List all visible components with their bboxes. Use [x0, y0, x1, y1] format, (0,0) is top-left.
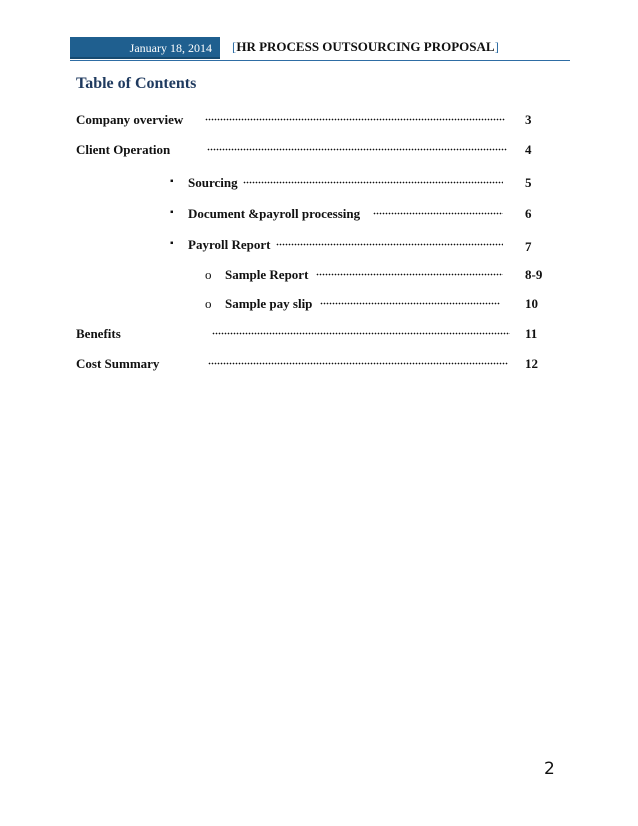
- toc-heading: Table of Contents: [76, 75, 197, 92]
- toc-entry-label: Sample pay slip: [225, 296, 313, 311]
- toc-entry-benefits[interactable]: [0, 326, 638, 344]
- dot-leader: [212, 332, 510, 338]
- header-date: January 18, 2014: [70, 37, 220, 59]
- toc-entry-page: 6: [525, 206, 532, 221]
- toc-entry-company-overview[interactable]: [0, 112, 638, 130]
- toc-entry-page: 12: [525, 356, 538, 371]
- toc-entry-cost-summary[interactable]: [0, 356, 638, 374]
- toc-entry-page: 11: [525, 326, 538, 341]
- toc-entry-sample-report[interactable]: [0, 267, 638, 285]
- dot-leader: [316, 273, 503, 279]
- header-bracket-close: ]: [494, 39, 499, 54]
- header-title-text: HR PROCESS OUTSOURCING PROPOSAL: [236, 39, 495, 54]
- toc-entry-label: Cost Summary: [76, 356, 160, 371]
- toc-entry-payroll-report[interactable]: [0, 237, 638, 255]
- header-rule: [70, 60, 570, 61]
- toc-entry-label: Sample Report: [225, 267, 309, 282]
- square-bullet-icon: ▪: [170, 176, 174, 187]
- toc-entry-page: 3: [525, 112, 532, 127]
- toc-entry-label: Company overview: [76, 112, 184, 127]
- dot-leader: [207, 148, 507, 154]
- toc-entry-page: 10: [525, 296, 538, 311]
- toc-entry-page: 8-9: [525, 267, 543, 282]
- toc-entry-page: 7: [525, 239, 532, 254]
- square-bullet-icon: ▪: [170, 207, 174, 218]
- dot-leader: [243, 181, 503, 187]
- dot-leader: [320, 302, 500, 308]
- toc-entry-page: 5: [525, 175, 532, 190]
- header-title: [232, 39, 499, 55]
- dot-leader: [205, 118, 505, 124]
- toc-entry-label: Payroll Report: [188, 237, 271, 252]
- toc-entry-page: 4: [525, 142, 532, 157]
- header-bracket-open: [: [232, 39, 237, 54]
- circle-bullet-icon: o: [205, 296, 212, 311]
- dot-leader: [276, 243, 503, 249]
- toc-entry-label: Benefits: [76, 326, 121, 341]
- toc-entry-label: Client Operation: [76, 142, 171, 157]
- toc-entry-sample-pay-slip[interactable]: [0, 296, 638, 314]
- page-number: 2: [544, 759, 555, 779]
- circle-bullet-icon: o: [205, 267, 212, 282]
- toc-entry-label: Document &payroll processing: [188, 206, 361, 221]
- toc-entry-sourcing[interactable]: [0, 175, 638, 193]
- toc-entry-client-operation[interactable]: [0, 142, 638, 160]
- square-bullet-icon: ▪: [170, 238, 174, 249]
- dot-leader: [373, 212, 503, 218]
- toc-entry-document-payroll[interactable]: [0, 206, 638, 224]
- toc-entry-label: Sourcing: [188, 175, 238, 190]
- dot-leader: [208, 362, 508, 368]
